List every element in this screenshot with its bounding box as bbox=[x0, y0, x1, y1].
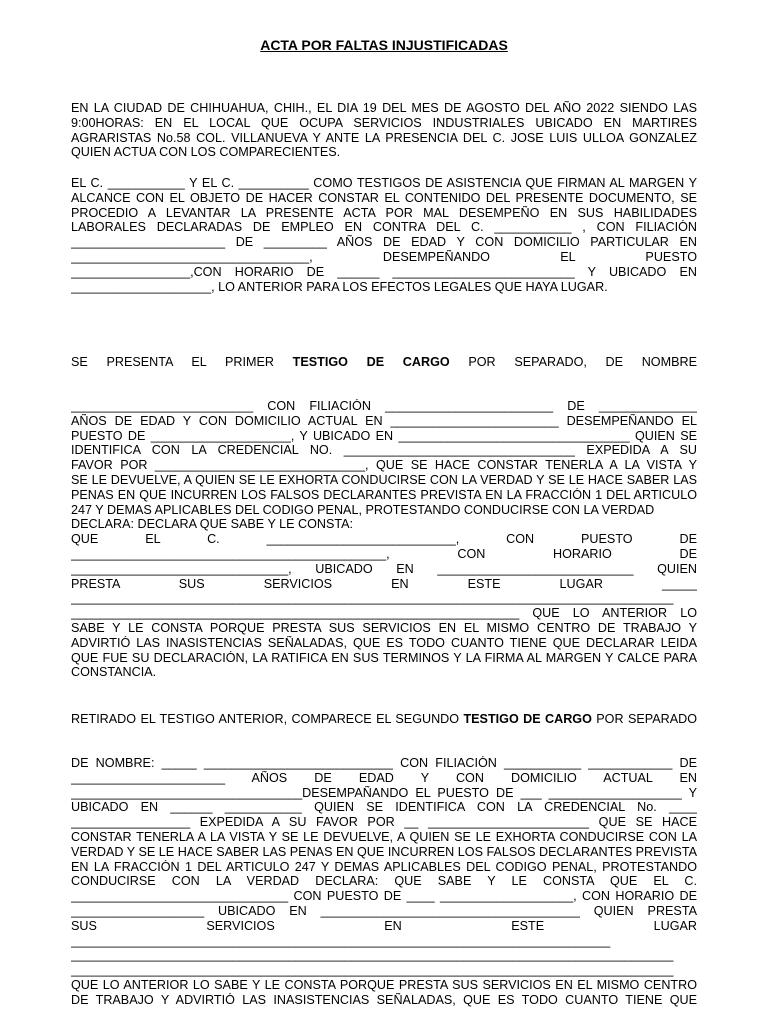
text-line: DECLARA: DECLARA QUE SABE Y LE CONSTA: bbox=[71, 517, 354, 532]
text-line: __________________________________, DESEMPEÑANDO EL PUESTO bbox=[71, 249, 697, 264]
text-line: CONDUCIRSE CON LA VERDAD DECLARA: QUE SABE Y LE CONSTA QUE EL C. bbox=[71, 874, 697, 889]
paragraph-first-witness bbox=[71, 325, 697, 680]
text-line: EL C. ___________ Y EL C. __________ COMO TESTIGOS DE ASISTENCIA QUE FIRMAN AL MARGEN Y bbox=[71, 176, 697, 190]
paragraph-second-witness bbox=[71, 682, 697, 1008]
text-line: _________________________________DESEMPAÑANDO EL PUESTO DE ___ ___________________ Y bbox=[71, 785, 697, 800]
text-line: FAVOR POR ______________________________, QUE SE HACE CONSTAR TENERLA A LA VISTA Y bbox=[71, 458, 697, 473]
text-line: AÑOS DE EDAD Y CON DOMICILIO ACTUAL EN ________________________ DESEMPEÑANDO EL bbox=[71, 413, 697, 428]
text-line: PUESTO DE ____________________, Y UBICADO EN _________________________________ QUIEN SE bbox=[71, 428, 697, 443]
text-line: QUE LO ANTERIOR LO SABE Y LE CONSTA PORQUE PRESTA SUS SERVICIOS EN EL MISMO CENTRO bbox=[71, 977, 697, 992]
text-line: SABE Y LE CONSTA PORQUE PRESTA SUS SERVICIOS EN EL MISMO CENTRO DE TRABAJO Y bbox=[71, 620, 697, 635]
text-line: ______________________ DE _________ AÑOS DE EDAD Y CON DOMICILIO PARTICULAR EN bbox=[71, 235, 697, 250]
text-line: AGRARISTAS No.58 COL. VILLANUEVA Y ANTE LA PRESENCIA DEL C. JOSE LUIS ULLOA GONZALEZ bbox=[71, 130, 697, 145]
text-line: _______________________________ CON PUESTO DE ____ ___________________, CON HORARIO DE bbox=[71, 889, 697, 904]
text-line: ________________________________________________________________ QUE LO ANTERIOR LO bbox=[71, 606, 697, 621]
text-line: EN LA CIUDAD DE CHIHUAHUA, CHIH., EL DIA 19 DEL MES DE AGOSTO DEL AÑO 2022 SIENDO LAS bbox=[71, 101, 697, 115]
text-line: EN LA FRACCIÓN 1 DEL ARTICULO 247 Y DEMAS APLICABLES DEL CODIGO PENAL, PROTESTANDO bbox=[71, 859, 697, 874]
text-line: IDENTIFICA CON LA CREDENCIAL NO. _________________________________ EXPEDIDA A SU bbox=[71, 443, 697, 458]
text-line: ______________________ AÑOS DE EDAD Y CON DOMICILIO ACTUAL EN bbox=[71, 770, 697, 785]
text-line: _____________________________________________, CON HORARIO DE bbox=[71, 546, 697, 561]
text-line: DE TRABAJO Y ADVIRTIÓ LAS INASISTENCIAS SEÑALADAS, QUE ES TODO CUANTO TIENE QUE bbox=[71, 992, 697, 1007]
text-line: SUS SERVICIOS EN ESTE LUGAR bbox=[71, 918, 697, 933]
paragraph-witnesses bbox=[71, 176, 697, 294]
text-line: PROCEDIO A LEVANTAR LA PRESENTE ACTA POR MAL DESEMPEÑO EN SUS HABILIDADES bbox=[71, 205, 697, 220]
document-title: ACTA POR FALTAS INJUSTIFICADAS bbox=[260, 37, 508, 53]
text-line: ______________________________________________________________________________________ bbox=[71, 591, 674, 606]
testigo-de-cargo-label: TESTIGO DE CARGO bbox=[463, 711, 592, 726]
text-line: QUIEN ACTUA CON LOS COMPARECIENTES. bbox=[71, 145, 341, 160]
text-line: ______________________________________________________________________________________ bbox=[71, 948, 674, 963]
text-line: PRESTA SUS SERVICIOS EN ESTE LUGAR _____ bbox=[71, 576, 697, 591]
text-line: CONSTAR TENERLA A LA VISTA Y SE LE DEVUELVE, A QUIEN SE LE EXHORTA CONDUCIRSE CON LA bbox=[71, 829, 697, 844]
text-line: _________________ EXPEDIDA A SU FAVOR POR __ _______________________ QUE SE HACE bbox=[71, 815, 697, 830]
text-line: ____________________, LO ANTERIOR PARA LOS EFECTOS LEGALES QUE HAYA LUGAR. bbox=[71, 279, 608, 294]
testigo-de-cargo-label: TESTIGO DE CARGO bbox=[292, 354, 450, 369]
text-line: 9:00HORAS: EN EL LOCAL QUE OCUPA SERVICIOS INDUSTRIALES UBICADO EN MARTIRES bbox=[71, 115, 697, 130]
text-line: 247 Y DEMAS APLICABLES DEL CODIGO PENAL, PROTESTANDO CONDUCIRSE CON LA VERDAD bbox=[71, 502, 655, 517]
text-line: _____________________________________________________________________________ bbox=[71, 933, 611, 948]
first-witness-heading-line: SE PRESENTA EL PRIMER TESTIGO DE CARGO POR SEPARADO, DE NOMBRE bbox=[71, 354, 697, 369]
text-line: DE NOMBRE: _____ ___________________________ CON FILIACIÓN ___________ ____________ DE bbox=[71, 755, 697, 770]
text-line: QUE FUE SU DECLARACIÓN, LA RATIFICA EN SUS TERMINOS Y LA FIRMA AL MARGEN Y CALCE PARA bbox=[71, 650, 697, 665]
text-line: PENAS EN QUE INCURREN LOS FALSOS DECLARANTES PREVISTA EN LA FRACCIÓN 1 DEL ARTICULO bbox=[71, 487, 697, 502]
text-line: __________________________ CON FILIACIÓN ________________________ DE ______________ bbox=[71, 398, 697, 413]
second-witness-heading-line: RETIRADO EL TESTIGO ANTERIOR, COMPARECE EL SEGUNDO TESTIGO DE CARGO POR SEPARADO bbox=[71, 711, 697, 726]
text-line: ALCANCE CON EL OBJETO DE HACER CONSTAR EL CONTENIDO DEL PRESENTE DOCUMENTO, SE bbox=[71, 190, 697, 205]
text-line: _______________________________, UBICADO EN ____________________________ QUIEN bbox=[71, 561, 697, 576]
text-line: ADVIRTIÓ LAS INASISTENCIAS SEÑALADAS, QUE ES TODO CUANTO TIENE QUE DECLARAR LEIDA bbox=[71, 635, 697, 650]
text-line: ___________________ UBICADO EN _____________________________________ QUIEN PRESTA bbox=[71, 903, 697, 918]
text-line: SE LE DEVUELVE, A QUIEN SE LE EXHORTA CONDUCIRSE CON LA VERDAD Y SE LE HACE SABER LAS bbox=[71, 472, 697, 487]
text-line: LABORALES DECLARADAS DE EMPLEO EN CONTRA DEL C. ___________ , CON FILIACIÓN bbox=[71, 220, 697, 235]
text-line: ______________________________________________________________________________________ bbox=[71, 963, 674, 978]
text-line: _________________,CON HORARIO DE ______ __________________________ Y UBICADO EN bbox=[71, 264, 697, 279]
text-line: QUE EL C. ___________________________, CON PUESTO DE bbox=[71, 532, 697, 547]
paragraph-opening bbox=[71, 101, 697, 160]
text-line: CONSTANCIA. bbox=[71, 665, 157, 680]
text-line: UBICADO EN ______ ___________ QUIEN SE IDENTIFICA CON LA CREDENCIAL No. ____ bbox=[71, 800, 697, 815]
text-line: VERDAD Y SE LE HACE SABER LAS PENAS EN QUE INCURREN LOS FALSOS DECLARANTES PREVISTA bbox=[71, 844, 697, 859]
